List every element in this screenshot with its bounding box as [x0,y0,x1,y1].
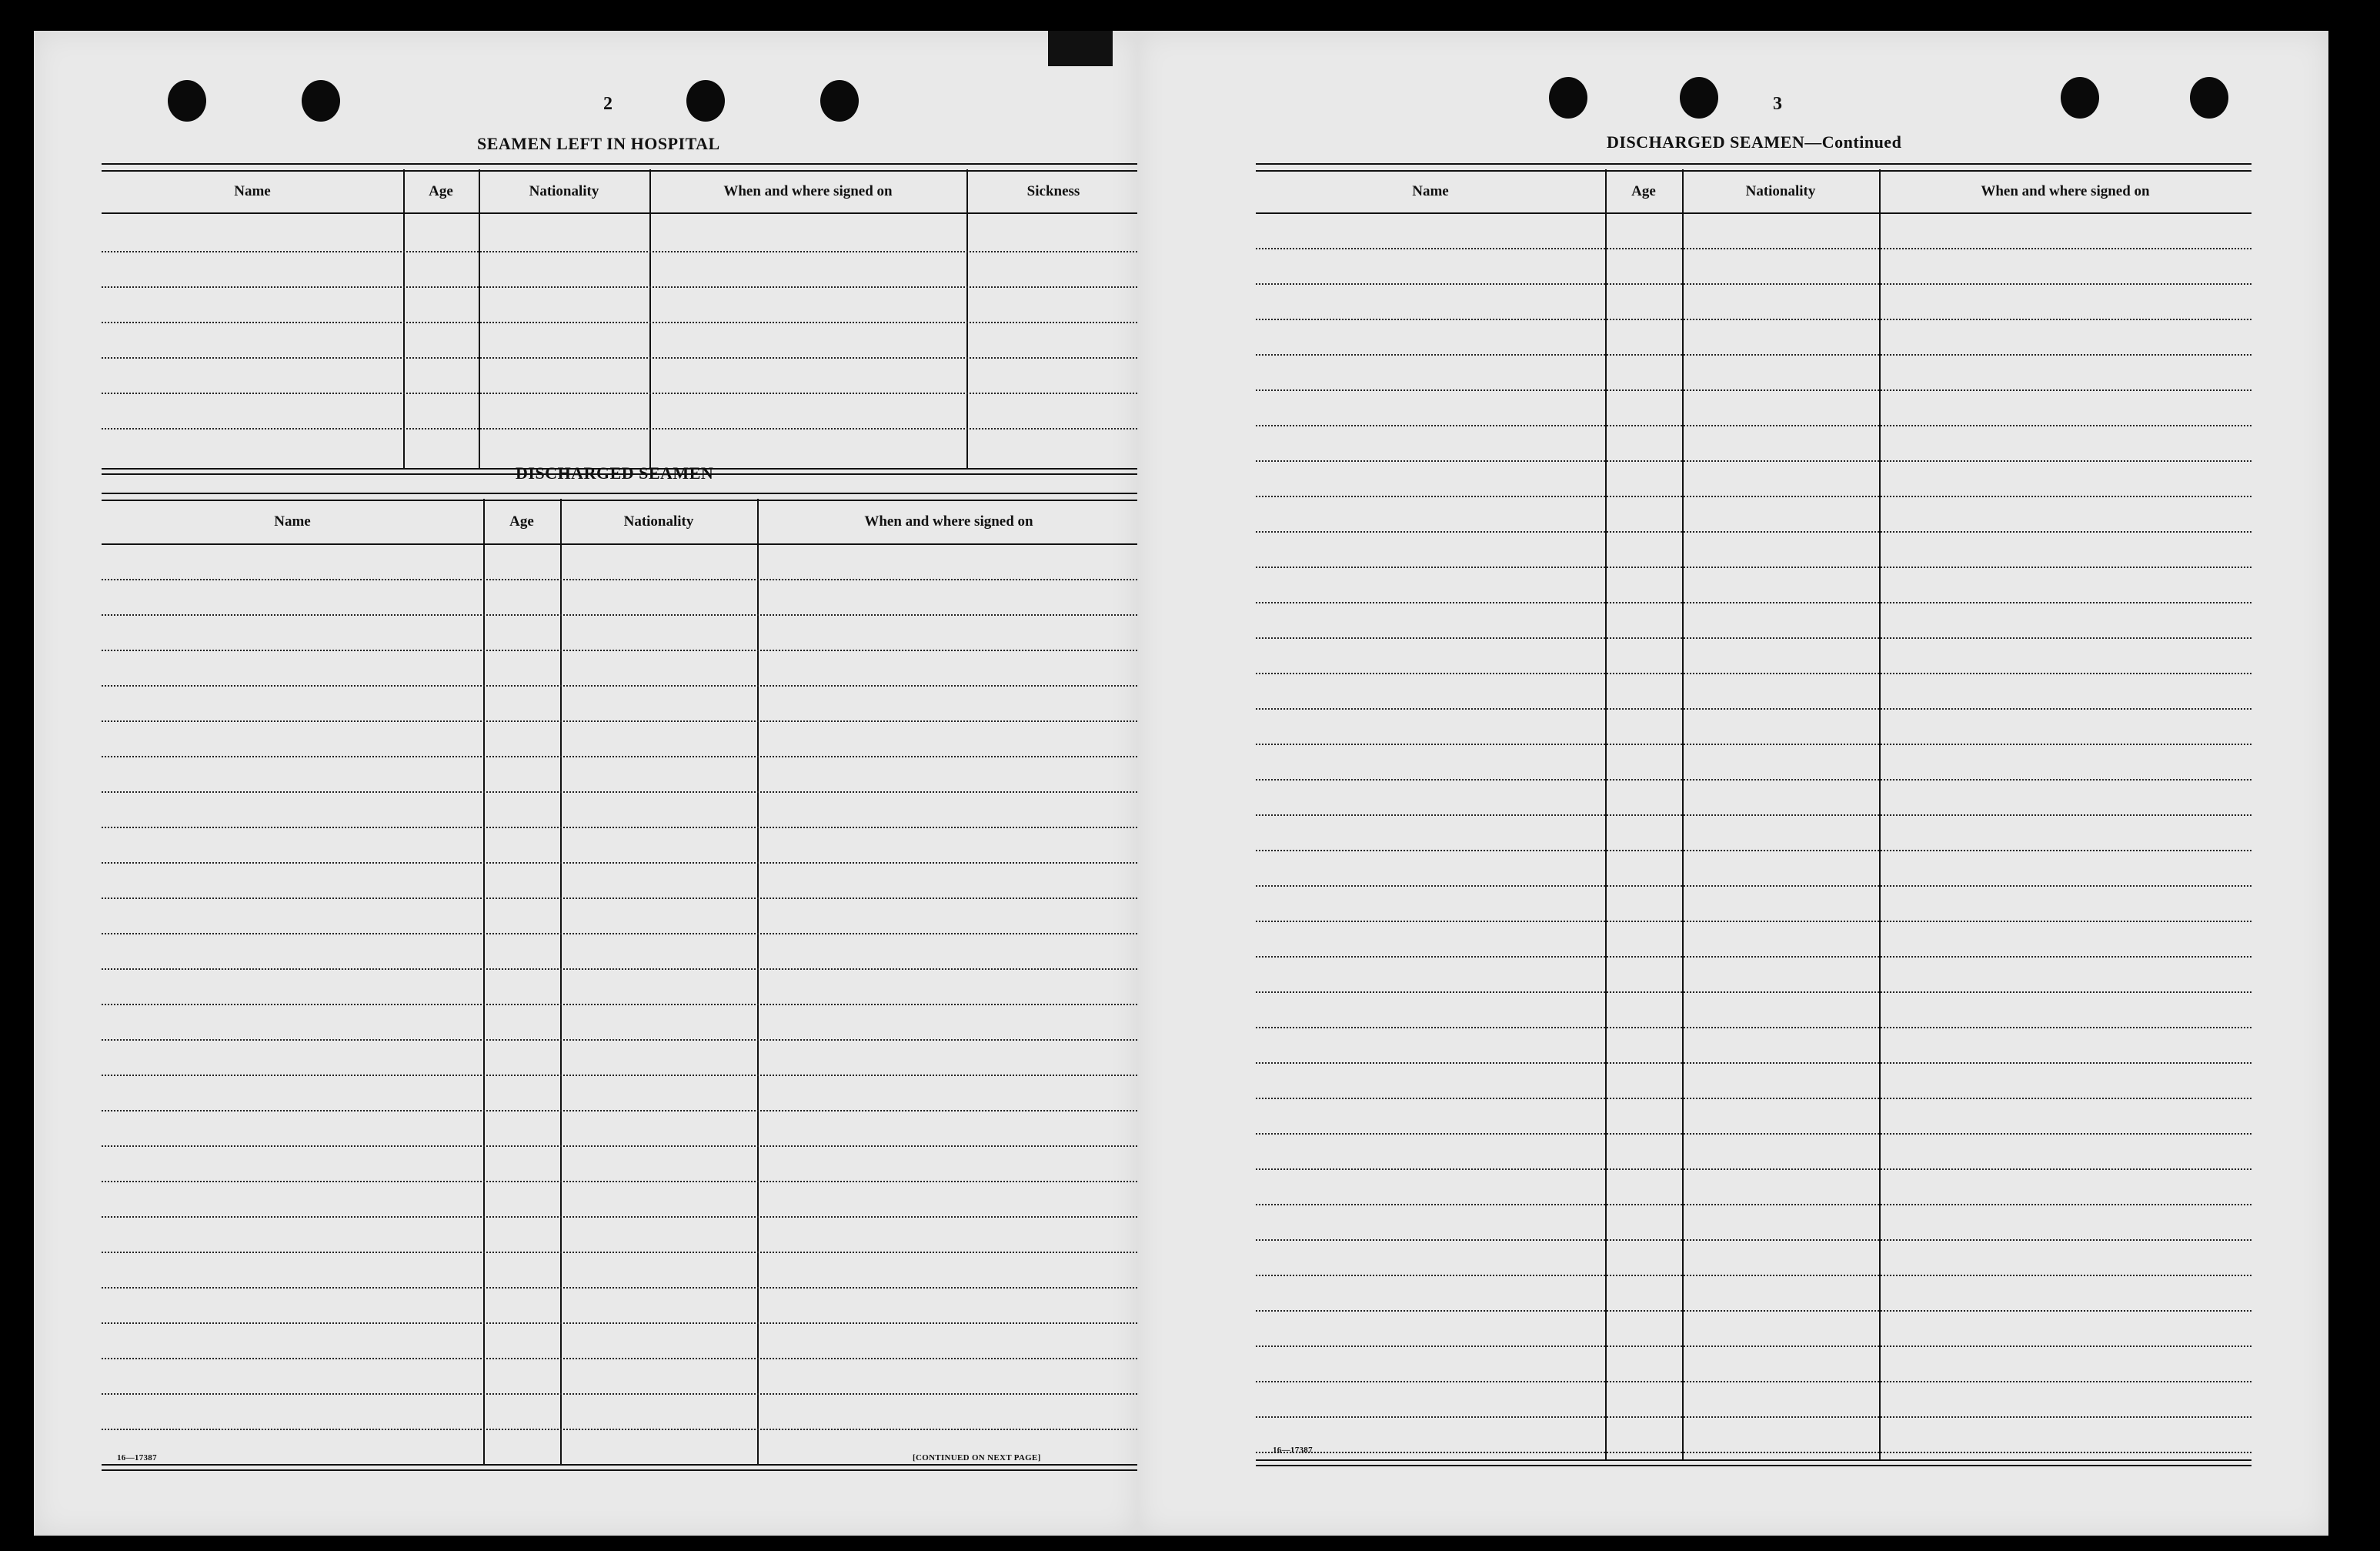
entry-row[interactable] [1256,991,2251,993]
entry-row[interactable] [102,1216,1140,1218]
entry-row[interactable] [102,1110,1140,1111]
entry-row[interactable] [1256,637,2251,639]
entry-row[interactable] [102,1181,1140,1182]
entry-row[interactable] [1256,1204,2251,1205]
entry-row[interactable] [1256,673,2251,674]
column-header-when-and-where-signed-on: When and where signed on [1981,183,2150,199]
column-divider [757,499,759,1464]
column-header-nationality: Nationality [1745,183,1816,199]
entry-row[interactable] [1256,283,2251,285]
entry-row[interactable] [1256,885,2251,887]
entry-row[interactable] [102,1393,1140,1395]
entry-row[interactable] [102,322,1140,323]
entry-row[interactable] [1256,389,2251,391]
entry-row[interactable] [1256,1027,2251,1028]
continued-note: [CONTINUED ON NEXT PAGE] [913,1453,1041,1462]
entry-row[interactable] [102,650,1140,651]
entry-row[interactable] [102,357,1140,359]
table-top-rule [102,493,1140,501]
discharged-table [102,493,1140,1482]
column-divider [403,169,405,468]
table-header-rule [102,543,1140,545]
page-number: 3 [1773,94,1782,114]
column-divider [560,499,562,1464]
title-suffix: —Continued [1804,132,1902,152]
column-header-name: Name [274,513,311,530]
entry-row[interactable] [102,1075,1140,1076]
entry-row[interactable] [1256,921,2251,922]
right-page [1137,31,2328,1536]
form-number: 16—17387 [1273,1446,1313,1455]
title-main: DISCHARGED SEAMEN [1607,132,1805,152]
entry-row[interactable] [102,968,1140,970]
column-header-name: Name [1412,183,1449,199]
entry-row[interactable] [1256,531,2251,533]
entry-row[interactable] [1256,1133,2251,1135]
entry-row[interactable] [102,720,1140,722]
discharged-continued-table [1256,163,2251,1473]
column-header-when-and-where-signed-on: When and where signed on [723,183,893,199]
column-header-name: Name [234,183,271,199]
entry-row[interactable] [102,791,1140,793]
column-header-nationality: Nationality [623,513,694,530]
column-header-age: Age [429,183,453,199]
entry-row[interactable] [102,1358,1140,1359]
table-header-rule [102,212,1140,214]
entry-row[interactable] [1256,425,2251,426]
punch-hole [1549,77,1587,119]
entry-row[interactable] [102,1252,1140,1253]
entry-row[interactable] [1256,1310,2251,1312]
entry-row[interactable] [102,1322,1140,1324]
table-header-rule [1256,212,2251,214]
entry-row[interactable] [1256,496,2251,497]
entry-row[interactable] [102,1145,1140,1147]
entry-row[interactable] [1256,1381,2251,1382]
entry-row[interactable] [1256,1345,2251,1347]
discharged-section-title: DISCHARGED SEAMEN [516,463,714,483]
entry-row[interactable] [102,251,1140,252]
punch-hole [2061,77,2099,119]
column-divider [479,169,480,468]
entry-row[interactable] [102,1429,1140,1430]
column-header-nationality: Nationality [529,183,599,199]
page-number: 2 [603,94,613,114]
entry-row[interactable] [102,1039,1140,1041]
entry-row[interactable] [102,933,1140,934]
entry-row[interactable] [1256,1062,2251,1064]
entry-row[interactable] [1256,1098,2251,1099]
table-top-rule [1256,163,2251,172]
entry-row[interactable] [1256,744,2251,745]
table-bottom-rule [102,1464,1140,1471]
punch-hole [686,80,725,122]
entry-row[interactable] [102,898,1140,899]
entry-row[interactable] [102,685,1140,687]
column-divider [483,499,485,1464]
hospital-table [102,163,1140,480]
entry-row[interactable] [1256,567,2251,568]
entry-row[interactable] [102,827,1140,828]
punch-hole [2190,77,2228,119]
entry-row[interactable] [102,614,1140,616]
entry-row[interactable] [1256,248,2251,249]
entry-row[interactable] [102,1004,1140,1005]
entry-row[interactable] [102,393,1140,394]
entry-row[interactable] [1256,956,2251,958]
form-number: 16—17387 [117,1453,157,1462]
entry-row[interactable] [1256,602,2251,603]
entry-row[interactable] [1256,814,2251,816]
discharged-continued-title [1607,132,1901,152]
entry-row[interactable] [1256,1275,2251,1276]
hospital-section-title: SEAMEN LEFT IN HOSPITAL [477,134,720,153]
left-page [34,31,1137,1536]
column-header-sickness: Sickness [1026,183,1080,199]
entry-row[interactable] [1256,1239,2251,1241]
entry-row[interactable] [102,1287,1140,1289]
entry-row[interactable] [1256,460,2251,462]
punch-hole [168,80,206,122]
entry-row[interactable] [1256,1452,2251,1453]
punch-hole [820,80,859,122]
column-header-when-and-where-signed-on: When and where signed on [864,513,1033,530]
table-top-rule [102,163,1140,172]
entry-row[interactable] [102,579,1140,580]
column-header-age: Age [509,513,534,530]
column-header-age: Age [1631,183,1656,199]
column-divider [649,169,651,468]
punch-hole [1680,77,1718,119]
punch-hole [302,80,340,122]
entry-row[interactable] [1256,708,2251,710]
binding-tab [1048,31,1113,66]
entry-row[interactable] [1256,779,2251,781]
entry-row[interactable] [102,862,1140,864]
table-bottom-rule [1256,1459,2251,1466]
entry-row[interactable] [102,428,1140,430]
entry-row[interactable] [1256,1168,2251,1170]
entry-row[interactable] [102,286,1140,288]
entry-row[interactable] [1256,354,2251,356]
entry-row[interactable] [102,756,1140,757]
entry-row[interactable] [1256,850,2251,851]
entry-row[interactable] [1256,1416,2251,1418]
entry-row[interactable] [1256,319,2251,320]
column-divider [966,169,968,468]
